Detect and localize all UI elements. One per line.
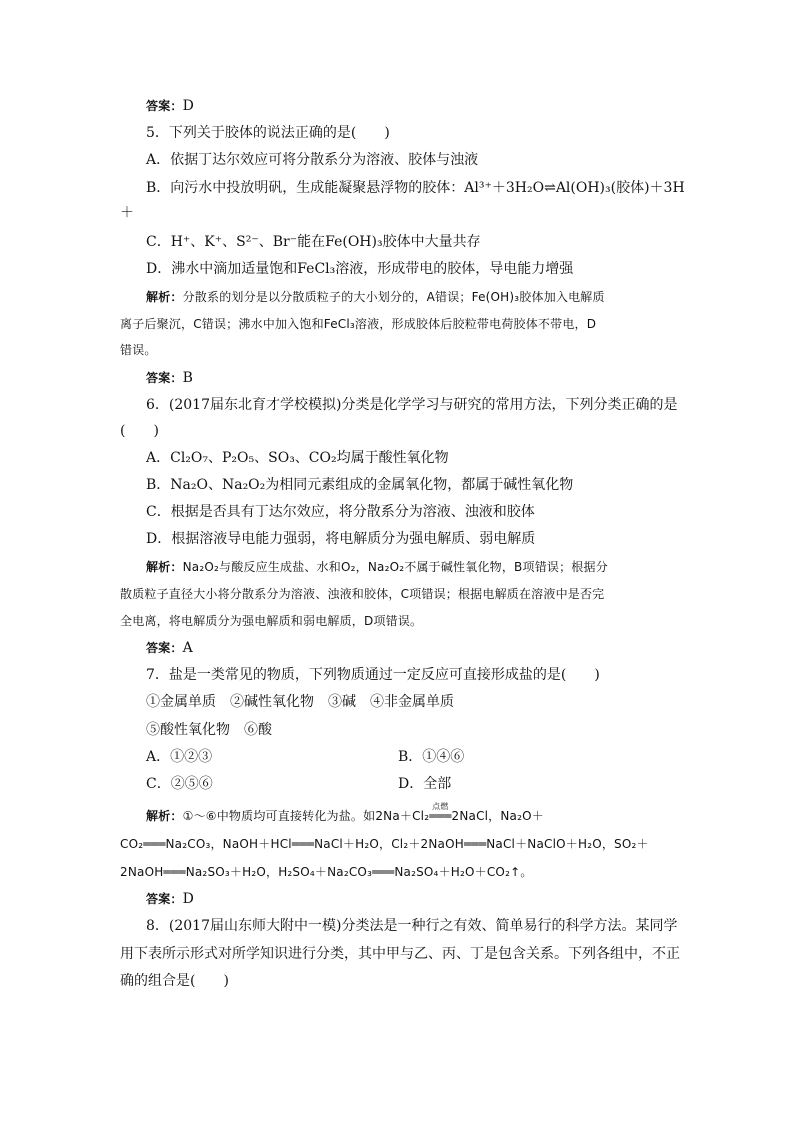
q6-analysis-line1: 解析：Na₂O₂与酸反应生成盐、水和O₂，Na₂O₂不属于碱性氧化物，B项错误；根据分 (146, 560, 608, 574)
q7-option-b: B．①④⑥ (398, 749, 465, 765)
q5-option-b: B．向污水中投放明矾，生成能凝聚悬浮物的胶体：Al³⁺＋3H₂O⇌Al(OH)₃(胶体)＋3H (146, 180, 685, 196)
q5-stem: 5．下列关于胶体的说法正确的是( ) (146, 125, 390, 141)
q7-option-a: A．①②③ (146, 749, 213, 765)
q5-answer: 答案：B (146, 370, 193, 386)
q6-option-b: B．Na₂O、Na₂O₂为相同元素组成的金属氧化物，都属于碱性氧化物 (146, 477, 574, 493)
q7-option-d: D．全部 (398, 776, 452, 792)
q7-analysis-line3: 2NaOH═══Na₂SO₃＋H₂O，H₂SO₄＋Na₂CO₃═══Na₂SO₄＋H₂O＋CO₂↑。 (120, 865, 533, 879)
q7-options-row2 (146, 774, 213, 794)
q7-analysis-line2: CO₂═══Na₂CO₃，NaOH＋HCl═══NaCl＋H₂O，Cl₂＋2NaOH═══NaCl＋NaClO＋H₂O，SO₂＋ (120, 837, 649, 851)
q8-stem-cont2: 确的组合是( ) (120, 973, 229, 989)
q7-options-row1 (146, 747, 212, 767)
q7-answer: 答案：D (146, 891, 194, 907)
q8-stem: 8．(2017届山东师大附中一模)分类法是一种行之有效、简单易行的科学方法。某同学 (146, 918, 678, 934)
reaction-arrow: 点燃 ═══ (429, 802, 452, 823)
q5-analysis-line3: 错误。 (120, 343, 157, 357)
q6-analysis-line3: 全电离，将电解质分为强电解质和弱电解质，D项错误。 (120, 614, 423, 628)
q7-items-line1: ①金属单质 ②碱性氧化物 ③碱 ④非金属单质 (146, 694, 454, 710)
q4-answer: 答案：D (146, 98, 194, 114)
q6-stem-cont: ( ) (120, 423, 159, 439)
q5-analysis-line2: 离子后聚沉，C错误；沸水中加入饱和FeCl₃溶液，形成胶体后胶粒带电荷胶体不带电，D (120, 317, 597, 331)
q5-analysis-line1: 解析：分散系的划分是以分散质粒子的大小划分的，A错误；Fe(OH)₃胶体加入电解质 (146, 290, 605, 304)
q5-option-a: A．依据丁达尔效应可将分散系分为溶液、胶体与浊液 (146, 152, 479, 168)
q6-answer: 答案：A (146, 640, 193, 656)
q6-analysis-line2: 散质粒子直径大小将分散系分为溶液、浊液和胶体，C项错误；根据电解质在溶液中是否完 (120, 587, 605, 601)
q5-option-d: D．沸水中滴加适量饱和FeCl₃溶液，形成带电的胶体，导电能力增强 (146, 261, 574, 277)
q6-option-c: C．根据是否具有丁达尔效应，将分散系分为溶液、浊液和胶体 (146, 504, 535, 520)
q5-option-c: C．H⁺、K⁺、S²⁻、Br⁻能在Fe(OH)₃胶体中大量共存 (146, 234, 481, 250)
q8-stem-cont1: 用下表所示形式对所学知识进行分类，其中甲与乙、丙、丁是包含关系。下列各组中，不正 (120, 946, 680, 962)
q7-option-c: C．②⑤⑥ (146, 776, 213, 792)
q6-option-d: D．根据溶液导电能力强弱，将电解质分为强电解质、弱电解质 (146, 531, 536, 547)
q7-analysis-line1: 解析：①～⑥中物质均可直接转化为盐。如2Na＋Cl₂ 点燃 ═══2NaCl，Na₂O＋ (146, 806, 544, 826)
q6-option-a: A．Cl₂O₇、P₂O₅、SO₃、CO₂均属于酸性氧化物 (146, 450, 449, 466)
q7-stem: 7．盐是一类常见的物质，下列物质通过一定反应可直接形成盐的是( ) (146, 667, 600, 683)
q5-option-b-cont: ＋ (120, 205, 134, 221)
q7-items-line2: ⑤酸性氧化物 ⑥酸 (146, 722, 272, 738)
q6-stem: 6．(2017届东北育才学校模拟)分类是化学学习与研究的常用方法，下列分类正确的是 (146, 397, 678, 413)
